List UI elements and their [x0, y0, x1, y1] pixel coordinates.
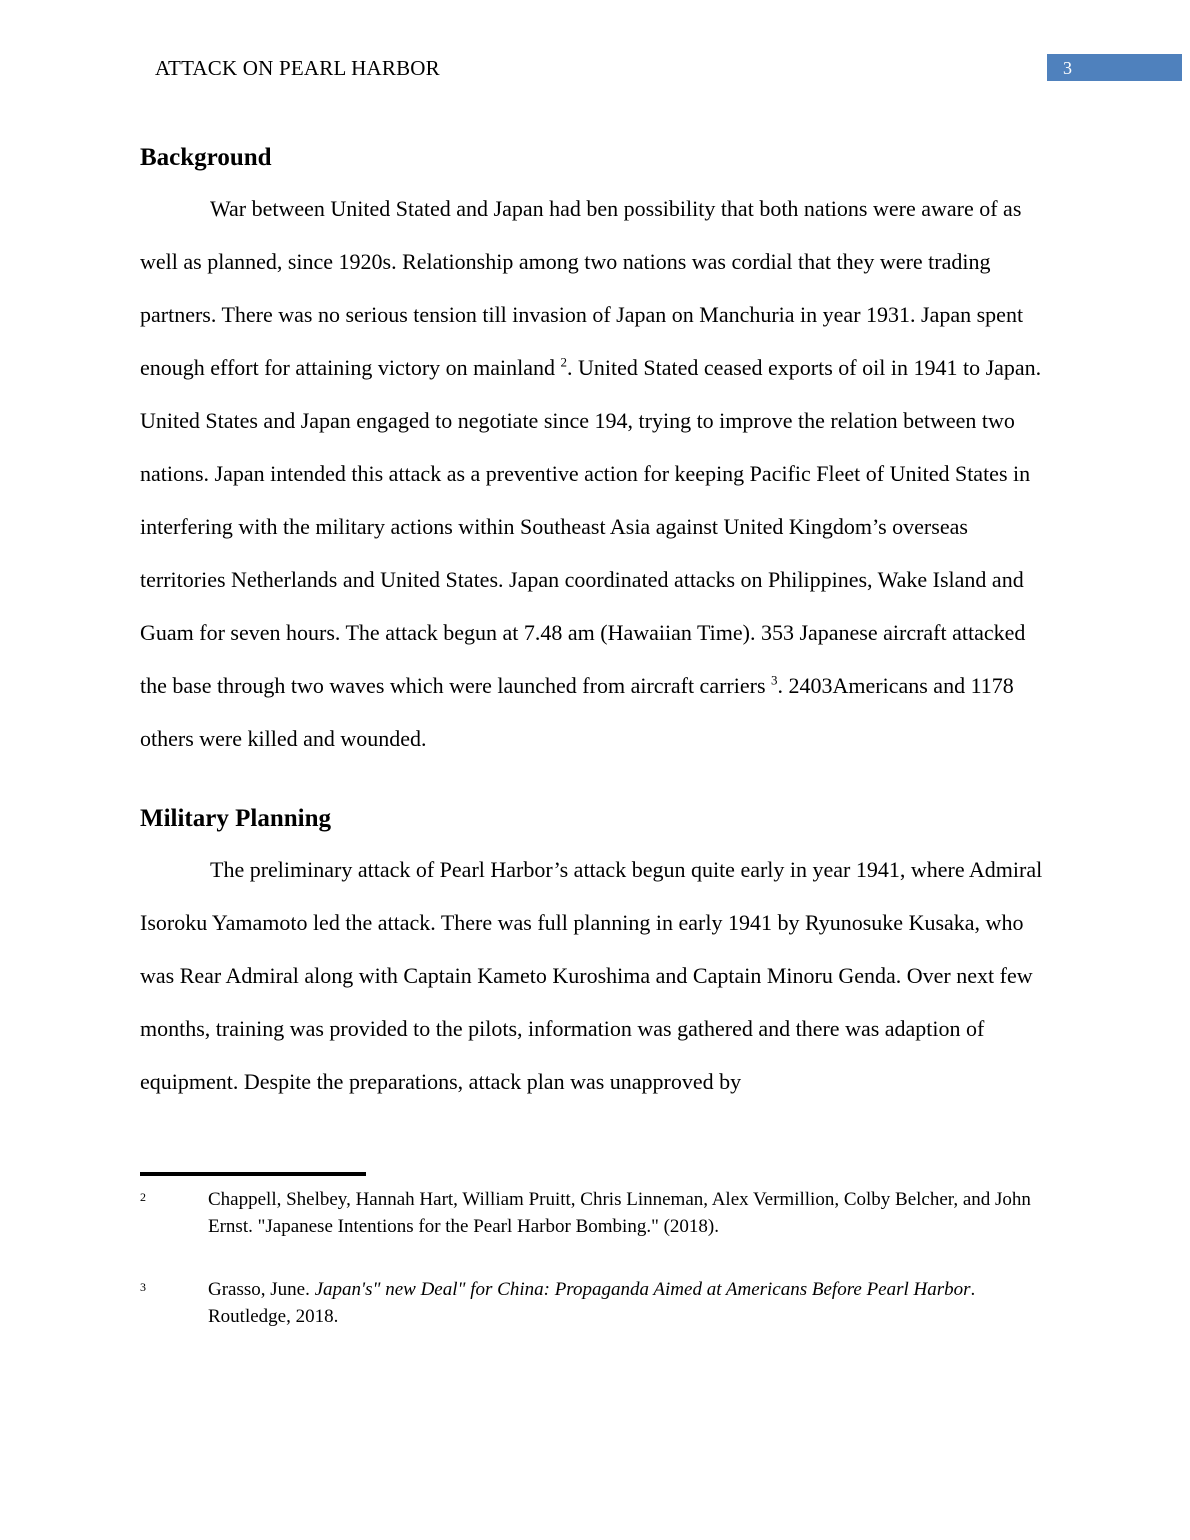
footnote-text: Grasso, June.	[208, 1279, 315, 1300]
footnote-marker-2: 2	[140, 1190, 146, 1204]
page-number-badge	[1047, 54, 1182, 81]
background-paragraph	[140, 182, 1045, 765]
page-header	[140, 52, 1072, 86]
footnotes-section	[140, 1172, 1045, 1366]
paragraph-run: The preliminary attack of Pearl Harbor’s attack begun quite early in year 1941, where Admiral Isoroku Yamamoto led the attack. There was full planning in early 1941 by Ryunosuke Kusaka, who was Rear Admiral along with Captain Kameto Kuroshima and Captain Minoru Genda. Over next few months, training was provided to the pilots, information was gathered and there was adaption of equipment. Despite the preparations, attack plan was unapproved by	[140, 857, 1043, 1094]
footnote-text: . Routledge, 2018.	[208, 1279, 976, 1327]
document-body	[140, 144, 1045, 1108]
footnote-text: Chappell, Shelbey, Hannah Hart, William Pruitt, Chris Linneman, Alex Vermillion, Colby Belcher, and John Ernst. "Japanese Intentions for the Pearl Harbor Bombing." (2018).	[208, 1189, 1031, 1237]
military-planning-paragraph	[140, 843, 1045, 1108]
section-heading-background: Background	[140, 144, 272, 171]
paragraph-run: War between United Stated and Japan had ben possibility that both nations were aware of as well as planned, since 1920s. Relationship among two nations was cordial that they were trading partners. There was no serious tension till invasion of Japan on Manchuria in year 1931. Japan spent enough effort for attaining victory on mainland	[140, 196, 1024, 380]
footnote-3	[140, 1276, 1045, 1330]
footnote-ref-3: 3	[771, 672, 778, 688]
footnote-2	[140, 1186, 1045, 1240]
footnote-separator	[140, 1172, 366, 1176]
footnote-text-italic: Japan's" new Deal" for China: Propaganda Aimed at Americans Before Pearl Harbor	[314, 1279, 971, 1300]
section-heading-military-planning: Military Planning	[140, 805, 331, 832]
paragraph-run: . 2403Americans and 1178 others were killed and wounded.	[140, 673, 1014, 751]
page-number: 3	[1063, 57, 1072, 78]
footnote-ref-2: 2	[560, 354, 568, 370]
running-head: ATTACK ON PEARL HARBOR	[155, 56, 440, 80]
footnote-marker-3: 3	[140, 1280, 146, 1294]
paragraph-run: . United Stated ceased exports of oil in 1941 to Japan. United States and Japan engaged to negotiate since 194, trying to improve the relation between two nations. Japan intended this attack as a preventive action for keeping Pacific Fleet of United States in interfering with the military actions within Southeast Asia against United Kingdom’s overseas territories Netherlands and United States. Japan coordinated attacks on Philippines, Wake Island and Guam for seven hours. The attack begun at 7.48 am (Hawaiian Time). 353 Japanese aircraft attacked the base through two waves which were launched from aircraft carriers	[140, 355, 1042, 698]
